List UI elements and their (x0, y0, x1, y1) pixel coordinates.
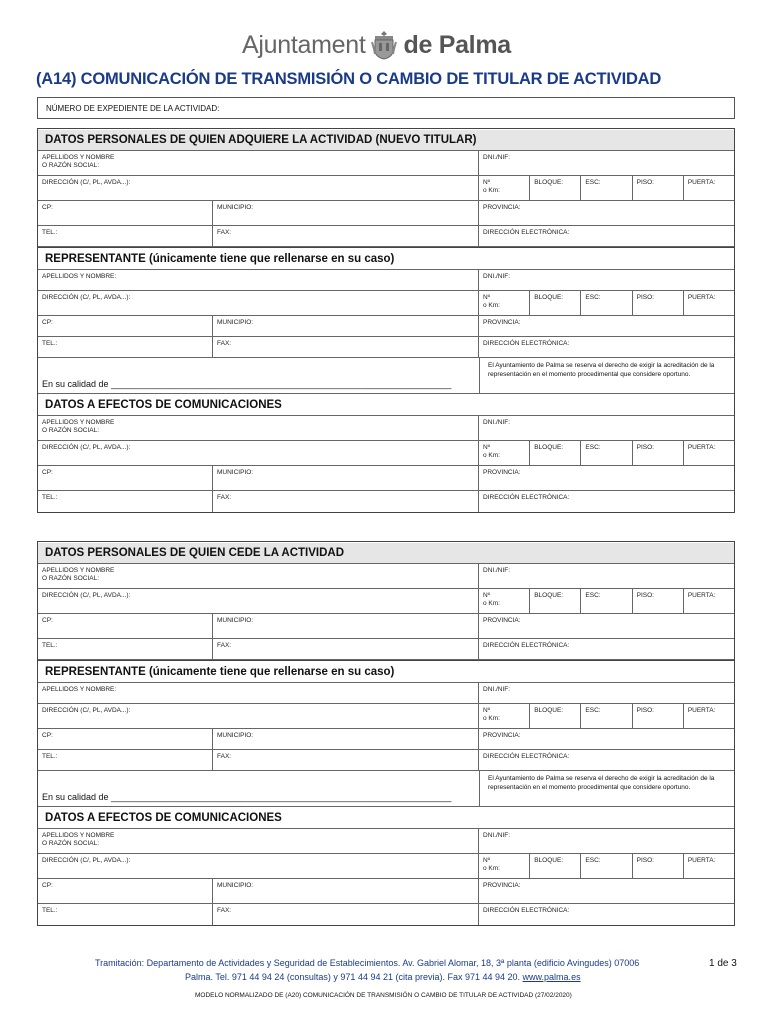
cp-field[interactable]: CP: (38, 466, 213, 490)
page-title: (A14) COMUNICACIÓN DE TRANSMISIÓN O CAMBIO DE TITULAR DE ACTIVIDAD (36, 70, 662, 88)
form-row (38, 226, 734, 247)
apellidos-field[interactable]: APELLIDOS Y NOMBRE O RAZÓN SOCIAL: (38, 416, 479, 440)
provincia-field[interactable]: PROVINCIA: (483, 732, 521, 739)
esc-field[interactable]: ESC: (581, 176, 632, 200)
piso-field[interactable]: PISO: (633, 291, 684, 315)
expediente-field[interactable]: NÚMERO DE EXPEDIENTE DE LA ACTIVIDAD: (37, 97, 735, 119)
section-header-representante (38, 247, 734, 270)
piso-field[interactable]: PISO: (633, 854, 684, 878)
puerta-field[interactable]: PUERTA: (687, 592, 716, 599)
direccion-field[interactable]: DIRECCIÓN (C/, PL, AVDA...): (38, 291, 479, 315)
tel-field[interactable]: TEL.: (38, 750, 213, 770)
form-row (38, 904, 734, 925)
representante-title: REPRESENTANTE (45, 253, 146, 265)
form-row (38, 564, 734, 589)
puerta-field[interactable]: PUERTA: (687, 444, 716, 451)
tel-field[interactable]: TEL.: (38, 639, 213, 659)
section-header-representante (38, 660, 734, 683)
website-link[interactable]: www.palma.es (522, 972, 581, 982)
puerta-field[interactable]: PUERTA: (687, 857, 716, 864)
email-field[interactable]: DIRECCIÓN ELECTRÓNICA: (483, 229, 570, 236)
calidad-field[interactable] (38, 358, 480, 393)
representante-title: REPRESENTANTE (45, 666, 146, 678)
cp-field[interactable]: CP: (38, 879, 213, 903)
crest-icon (371, 30, 397, 60)
direccion-field[interactable]: DIRECCIÓN (C/, PL, AVDA...): (38, 441, 479, 465)
piso-field[interactable]: PISO: (633, 176, 684, 200)
numero-field[interactable]: Nº o Km: (479, 441, 530, 465)
provincia-field[interactable]: PROVINCIA: (483, 204, 521, 211)
logo-text-right: de Palma (403, 30, 511, 59)
form-row (38, 316, 734, 337)
form-row (38, 639, 734, 660)
section-header-comunicaciones: DATOS A EFECTOS DE COMUNICACIONES (38, 807, 734, 829)
bloque-field[interactable]: BLOQUE: (530, 704, 581, 728)
dni-field[interactable]: DNI./NIF: (483, 419, 511, 426)
footer-contact: Palma. Tel. 971 44 94 24 (consultas) y 971 44 94 21 (cita previa). Fax 971 44 94 20. (185, 972, 523, 982)
provincia-field[interactable]: PROVINCIA: (483, 617, 521, 624)
logo-text-left: Ajuntament (242, 30, 366, 59)
fax-field[interactable]: FAX: (213, 226, 479, 246)
apellidos-field[interactable]: APELLIDOS Y NOMBRE: (38, 270, 479, 290)
municipio-field[interactable]: MUNICIPIO: (213, 614, 479, 638)
provincia-field[interactable]: PROVINCIA: (483, 319, 521, 326)
form-row (38, 589, 734, 614)
page-number: 1 de 3 (709, 958, 737, 969)
piso-field[interactable]: PISO: (633, 704, 684, 728)
municipio-field[interactable]: MUNICIPIO: (213, 729, 479, 749)
acreditacion-note: El Ayuntamiento de Palma se reserva el derecho de exigir la acreditación de la representación en el momento procedimental que considere oportuno. (488, 775, 715, 791)
esc-field[interactable]: ESC: (581, 291, 632, 315)
direccion-field[interactable]: DIRECCIÓN (C/, PL, AVDA...): (38, 176, 479, 200)
representante-note: (únicamente tiene que rellenarse en su caso) (145, 666, 395, 678)
tel-field[interactable]: TEL.: (38, 226, 213, 246)
representante-note: (únicamente tiene que rellenarse en su caso) (145, 253, 395, 265)
calidad-field[interactable] (38, 771, 480, 806)
email-field[interactable]: DIRECCIÓN ELECTRÓNICA: (483, 753, 570, 760)
form-row (38, 750, 734, 771)
numero-field[interactable]: Nº o Km: (479, 854, 530, 878)
form-row (38, 729, 734, 750)
puerta-field[interactable]: PUERTA: (687, 294, 716, 301)
fax-field[interactable]: FAX: (213, 491, 479, 512)
cp-field[interactable]: CP: (38, 614, 213, 638)
block-nuevo-titular (37, 128, 735, 513)
municipio-field[interactable]: MUNICIPIO: (213, 201, 479, 225)
form-row (38, 466, 734, 491)
footer-address-line1: Tramitación: Departamento de Actividades y Seguridad de Establecimientos. Av. Gabriel Alomar, 18, 3ª planta (edificio Avingudes) 07006 (95, 958, 640, 968)
email-field[interactable]: DIRECCIÓN ELECTRÓNICA: (483, 494, 570, 501)
form-row (38, 201, 734, 226)
cp-field[interactable]: CP: (38, 201, 213, 225)
form-row (38, 854, 734, 879)
form-row (38, 683, 734, 704)
numero-field[interactable]: Nº o Km: (479, 589, 530, 613)
fax-field[interactable]: FAX: (213, 904, 479, 925)
tel-field[interactable]: TEL.: (38, 904, 213, 925)
email-field[interactable]: DIRECCIÓN ELECTRÓNICA: (483, 907, 570, 914)
section-header-nuevo-titular: DATOS PERSONALES DE QUIEN ADQUIERE LA ACTIVIDAD (NUEVO TITULAR) (38, 129, 734, 151)
fax-field[interactable]: FAX: (213, 639, 479, 659)
esc-field[interactable]: ESC: (581, 441, 632, 465)
municipio-field[interactable]: MUNICIPIO: (213, 316, 479, 336)
form-row (38, 337, 734, 358)
logo (242, 30, 511, 60)
bloque-field[interactable]: BLOQUE: (530, 291, 581, 315)
form-row (38, 614, 734, 639)
calidad-label: En su calidad de ____________________________________________________________________ (42, 792, 452, 802)
dni-field[interactable]: DNI./NIF: (483, 686, 511, 693)
form-row (38, 441, 734, 466)
provincia-field[interactable]: PROVINCIA: (483, 469, 521, 476)
form-row (38, 704, 734, 729)
bloque-field[interactable]: BLOQUE: (530, 589, 581, 613)
bloque-field[interactable]: BLOQUE: (530, 176, 581, 200)
dni-field[interactable]: DNI./NIF: (483, 273, 511, 280)
email-field[interactable]: DIRECCIÓN ELECTRÓNICA: (483, 340, 570, 347)
form-row (38, 829, 734, 854)
bloque-field[interactable]: BLOQUE: (530, 854, 581, 878)
model-caption: MODELO NORMALIZADO DE (A20) COMUNICACIÓN DE TRANSMISIÓN O CAMBIO DE TITULAR DE ACTIVIDAD (27/02/2020) (195, 992, 572, 999)
numero-field[interactable]: Nº o Km: (479, 291, 530, 315)
fax-field[interactable]: FAX: (213, 750, 479, 770)
esc-field[interactable]: ESC: (581, 589, 632, 613)
form-row (38, 291, 734, 316)
tel-field[interactable]: TEL.: (38, 491, 213, 512)
section-header-cedente: DATOS PERSONALES DE QUIEN CEDE LA ACTIVIDAD (38, 542, 734, 564)
municipio-field[interactable]: MUNICIPIO: (213, 879, 479, 903)
numero-field[interactable]: Nº o Km: (479, 176, 530, 200)
form-row (38, 416, 734, 441)
apellidos-field[interactable]: APELLIDOS Y NOMBRE O RAZÓN SOCIAL: (38, 829, 479, 853)
calidad-row (38, 771, 734, 807)
esc-field[interactable]: ESC: (581, 854, 632, 878)
form-row (38, 270, 734, 291)
apellidos-field[interactable]: APELLIDOS Y NOMBRE O RAZÓN SOCIAL: (38, 151, 479, 175)
puerta-field[interactable]: PUERTA: (687, 707, 716, 714)
fax-field[interactable]: FAX: (213, 337, 479, 357)
dni-field[interactable]: DNI./NIF: (483, 154, 511, 161)
direccion-field[interactable]: DIRECCIÓN (C/, PL, AVDA...): (38, 589, 479, 613)
footer-address-line2 (185, 972, 581, 982)
dni-field[interactable]: DNI./NIF: (483, 832, 511, 839)
acreditacion-note: El Ayuntamiento de Palma se reserva el derecho de exigir la acreditación de la representación en el momento procedimental que considere oportuno. (488, 362, 715, 378)
block-cedente (37, 541, 735, 926)
form-row (38, 879, 734, 904)
calidad-label: En su calidad de ____________________________________________________________________ (42, 379, 452, 389)
apellidos-field[interactable]: APELLIDOS Y NOMBRE O RAZÓN SOCIAL: (38, 564, 479, 588)
header (0, 22, 770, 66)
section-header-comunicaciones: DATOS A EFECTOS DE COMUNICACIONES (38, 394, 734, 416)
direccion-field[interactable]: DIRECCIÓN (C/, PL, AVDA...): (38, 704, 479, 728)
piso-field[interactable]: PISO: (633, 589, 684, 613)
cp-field[interactable]: CP: (38, 316, 213, 336)
puerta-field[interactable]: PUERTA: (687, 179, 716, 186)
form-row (38, 151, 734, 176)
numero-field[interactable]: Nº o Km: (479, 704, 530, 728)
calidad-row (38, 358, 734, 394)
esc-field[interactable]: ESC: (581, 704, 632, 728)
cp-field[interactable]: CP: (38, 729, 213, 749)
email-field[interactable]: DIRECCIÓN ELECTRÓNICA: (483, 642, 570, 649)
form-row (38, 176, 734, 201)
bloque-field[interactable]: BLOQUE: (530, 441, 581, 465)
municipio-field[interactable]: MUNICIPIO: (213, 466, 479, 490)
provincia-field[interactable]: PROVINCIA: (483, 882, 521, 889)
dni-field[interactable]: DNI./NIF: (483, 567, 511, 574)
form-row (38, 491, 734, 512)
direccion-field[interactable]: DIRECCIÓN (C/, PL, AVDA...): (38, 854, 479, 878)
piso-field[interactable]: PISO: (633, 441, 684, 465)
tel-field[interactable]: TEL.: (38, 337, 213, 357)
apellidos-field[interactable]: APELLIDOS Y NOMBRE: (38, 683, 479, 703)
